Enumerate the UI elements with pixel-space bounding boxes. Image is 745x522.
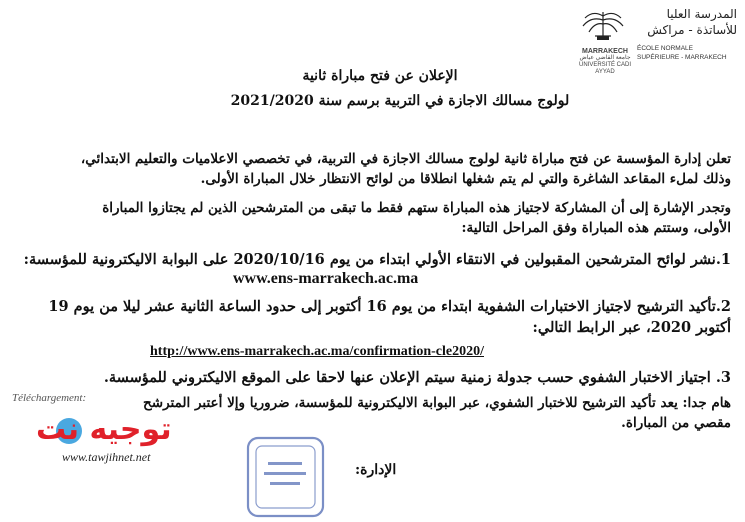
- note-line-1: وتجدر الإشارة إلى أن المشاركة لاجتياز هذه المباراة ستهم فقط ما تبقى من المترشحين الذين لم يجتازوا المباراة: [102, 200, 731, 216]
- intro-line-1: تعلن إدارة المؤسسة عن فتح مباراة ثانية لولوج مسالك الاجازة في التربية، في تخصصي الاعلاميات والتعليم الابتدائي،: [80, 151, 731, 167]
- step-2-line-2: أكتوبر 2020، عبر الرابط التالي:: [532, 319, 731, 336]
- school-name-arabic: المدرسة العليا للأساتذة - مراكش: [647, 7, 737, 37]
- watermark-telechargement: Téléchargement:: [12, 392, 87, 404]
- step-3: 3. اجتياز الاختبار الشفوي حسب جدولة زمنية سيتم الإعلان عنها لاحقا على الموقع الاليكتروني للمؤسسة.: [103, 369, 731, 386]
- intro-line-2: وذلك لملء المقاعد الشاغرة والتي لم يتم شغلها انطلاقا من لوائح الانتظار خلال المباراة الأولى.: [200, 171, 731, 187]
- important-line-2: مقصي من المباراة.: [621, 415, 731, 431]
- announcement-subtitle: لولوج مسالك الاجازة في التربية برسم سنة 2021/2020: [230, 93, 570, 109]
- official-stamp: [238, 432, 333, 522]
- confirmation-link[interactable]: http://www.ens-marrakech.ac.ma/confirmation-cle2020/: [150, 344, 484, 359]
- important-line-1: هام جدا: يعد تأكيد الترشيح للاختبار الشفوي، عبر البوابة الاليكترونية للمؤسسة، ضروريا وإلا أعتبر المترشح: [143, 395, 731, 411]
- watermark-url: www.tawjihnet.net: [62, 450, 151, 464]
- logo-subtitle: جامعة القاضي عياض UNIVERSITÉ CADI AYYAD: [578, 55, 631, 75]
- step-2-line-1: 2.تأكيد الترشيح لاجتياز الاختبارات الشفوية ابتداء من يوم 16 أكتوبر إلى حدود الساعة الثانية عشر ليلا من يوم 19: [48, 298, 731, 315]
- site-url: www.ens-marrakech.ac.ma: [233, 270, 419, 287]
- signature-label: الإدارة:: [355, 462, 397, 478]
- step-1: 1.نشر لوائح المترشحين المقبولين في الانتقاء الأولي ابتداء من يوم 2020/10/16 على البوابة الاليكترونية للمؤسسة:: [23, 251, 731, 268]
- logo-caption: [570, 48, 640, 76]
- school-name-french: ÉCOLE NORMALE SUPÉRIEURE - MARRAKECH: [637, 45, 727, 61]
- watermark-brand: توجيه نت: [36, 412, 172, 447]
- announcement-title: الإعلان عن فتح مباراة ثانية: [302, 68, 458, 84]
- logo-word: MARRAKECH: [582, 48, 628, 55]
- note-line-2: الأولى، وستتم هذه المباراة وفق المراحل التالية:: [461, 220, 731, 236]
